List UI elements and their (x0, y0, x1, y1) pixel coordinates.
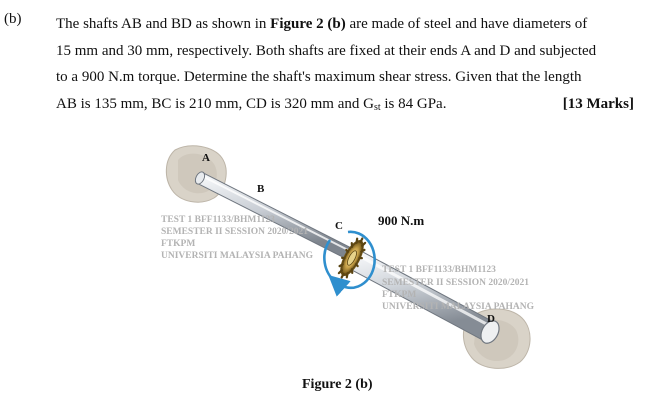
watermark-left-line-3: FTKPM (161, 239, 196, 249)
point-a-label: A (202, 152, 210, 164)
marks-badge: [13 Marks] (562, 95, 634, 112)
line1-text: The shafts AB and BD as shown in (56, 16, 271, 32)
watermark-right-line-3: FTKPM (382, 290, 417, 300)
line1-text-end: are made of steel and have diameters of (345, 16, 588, 32)
watermark-left-line-1: TEST 1 BFF1133/BHM1123 (161, 215, 275, 225)
watermark-right-line-2: SEMESTER II SESSION 2020/2021 (382, 278, 530, 288)
watermark-right-line-1: TEST 1 BFF1133/BHM1123 (382, 265, 496, 275)
watermark-right-line-4: UNIVERSITI MALAYSIA PAHANG (382, 302, 535, 312)
shear-modulus-subscript: st (373, 101, 381, 113)
torque-label: 900 N.m (378, 213, 425, 228)
figure-caption: Figure 2 (b) (302, 377, 373, 392)
watermark-left-line-4: UNIVERSITI MALAYSIA PAHANG (161, 251, 314, 261)
question-label: (b) (4, 11, 22, 27)
question-line-2: 15 mm and 30 mm, respectively. Both shafts are fixed at their ends A and D and subjected (56, 42, 597, 59)
figure-reference: Figure 2 (b) (270, 16, 346, 32)
line4-text-end: is 84 GPa. (380, 95, 447, 112)
point-d-label: D (487, 313, 495, 325)
line4-text: AB is 135 mm, BC is 210 mm, CD is 320 mm and G (56, 95, 374, 112)
point-b-label: B (257, 183, 265, 195)
question-line-3: to a 900 N.m torque. Determine the shaft's maximum shear stress. Given that the length (56, 69, 582, 85)
point-c-label: C (335, 220, 343, 232)
watermark-left-line-2: SEMESTER II SESSION 2020/2021 (161, 227, 309, 237)
